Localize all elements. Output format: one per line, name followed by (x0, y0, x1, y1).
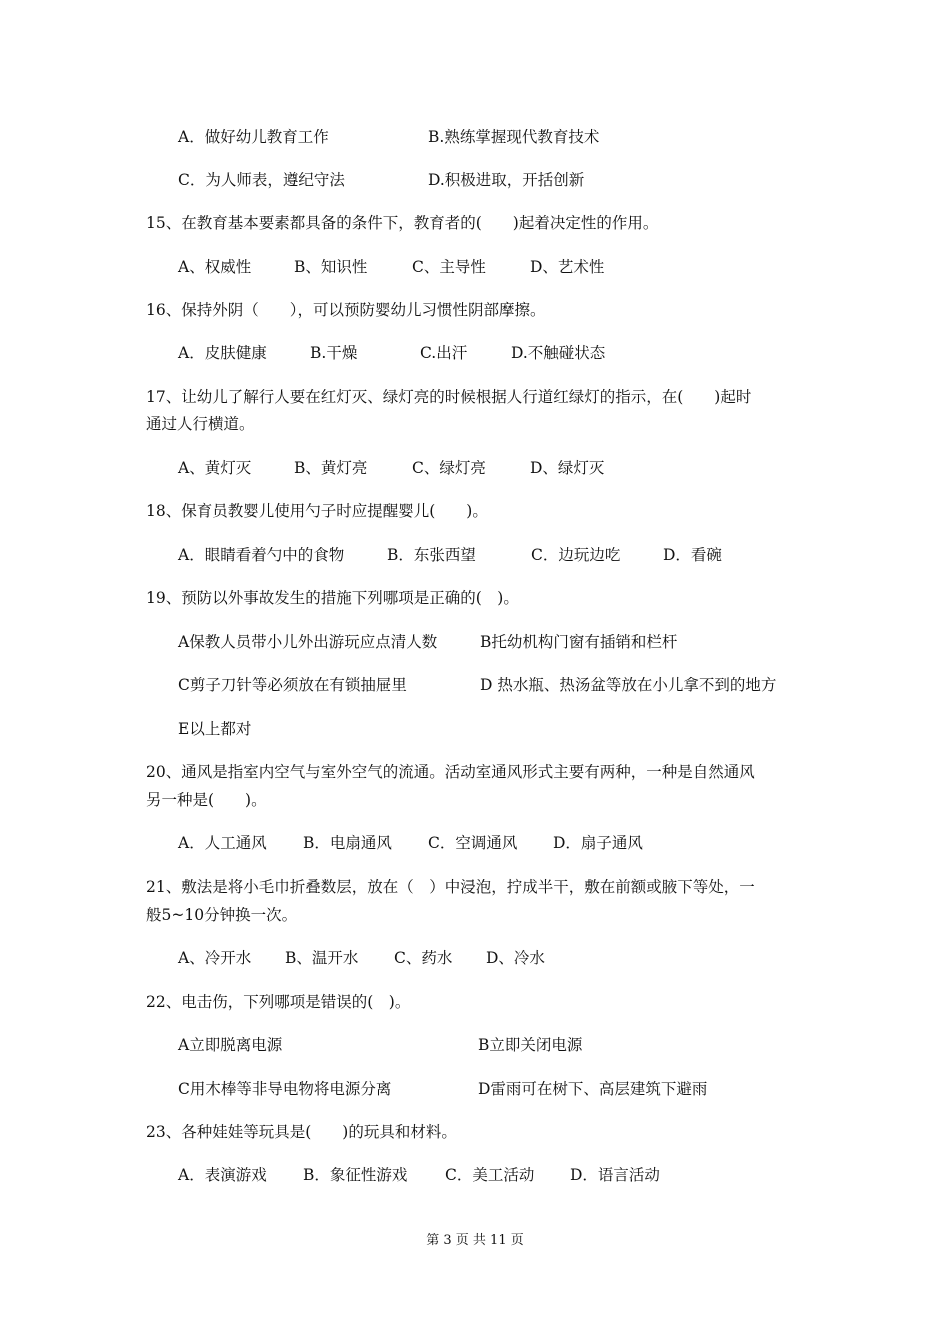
q18-option-d: D．看碗 (663, 546, 722, 564)
q21-option-d: D、冷水 (486, 949, 545, 967)
q19-option-a: A保教人员带小儿外出游玩应点清人数 (178, 633, 438, 651)
q19-option-e: E以上都对 (178, 720, 252, 738)
q22-option-a: A立即脱离电源 (178, 1036, 283, 1054)
q14-option-d: D.积极进取，开括创新 (428, 171, 585, 189)
q15-option-a: A、权威性 (178, 258, 252, 276)
q22-option-c: C用木棒等非导电物将电源分离 (178, 1080, 392, 1098)
q14-option-b: B.熟练掌握现代教育技术 (428, 128, 600, 146)
q16-option-a: A．皮肤健康 (178, 344, 267, 362)
q22-option-b: B立即关闭电源 (478, 1036, 583, 1054)
q21-option-c: C、药水 (394, 949, 453, 967)
question-17-line-2: 通过人行横道。 (146, 415, 255, 433)
q23-option-c: C．美工活动 (445, 1166, 535, 1184)
q14-option-a: A．做好幼儿教育工作 (178, 128, 329, 146)
q22-option-d: D雷雨可在树下、高层建筑下避雨 (478, 1080, 708, 1098)
q17-option-b: B、黄灯亮 (294, 459, 368, 477)
question-19: 19、预防以外事故发生的措施下列哪项是正确的( )。 (146, 589, 519, 607)
q14-option-c: C．为人师表，遵纪守法 (178, 171, 345, 189)
q20-option-a: A．人工通风 (178, 834, 267, 852)
q19-option-d: D 热水瓶、热汤盆等放在小儿拿不到的地方 (480, 676, 777, 694)
q23-option-b: B．象征性游戏 (303, 1166, 408, 1184)
q15-option-b: B、知识性 (294, 258, 368, 276)
q19-option-c: C剪子刀针等必须放在有锁抽屉里 (178, 676, 407, 694)
question-23: 23、各种娃娃等玩具是( )的玩具和材料。 (146, 1123, 457, 1141)
question-21-line-1: 21、敷法是将小毛巾折叠数层，放在（ ）中浸泡，拧成半干，敷在前额或腋下等处，一 (146, 878, 755, 896)
q23-option-d: D．语言活动 (570, 1166, 660, 1184)
q18-option-b: B．东张西望 (387, 546, 476, 564)
q17-option-d: D、绿灯灭 (530, 459, 605, 477)
q16-option-b: B.干燥 (310, 344, 358, 362)
question-21-line-2: 般5~10分钟换一次。 (146, 906, 298, 924)
question-18: 18、保育员教婴儿使用勺子时应提醒婴儿( )。 (146, 502, 488, 520)
q16-option-d: D.不触碰状态 (511, 344, 606, 362)
q21-option-a: A、冷开水 (178, 949, 252, 967)
question-22: 22、电击伤，下列哪项是错误的( )。 (146, 993, 411, 1011)
q18-option-c: C．边玩边吃 (531, 546, 621, 564)
q20-option-c: C．空调通风 (428, 834, 518, 852)
question-20-line-1: 20、通风是指室内空气与室外空气的流通。活动室通风形式主要有两种，一种是自然通风 (146, 763, 755, 781)
question-16: 16、保持外阴（ ），可以预防婴幼儿习惯性阴部摩擦。 (146, 301, 546, 319)
question-17-line-1: 17、让幼儿了解行人要在红灯灭、绿灯亮的时候根据人行道红绿灯的指示，在( )起时 (146, 388, 752, 406)
q15-option-d: D、艺术性 (530, 258, 605, 276)
q16-option-c: C.出汗 (420, 344, 468, 362)
q21-option-b: B、温开水 (285, 949, 359, 967)
q17-option-a: A、黄灯灭 (178, 459, 252, 477)
q15-option-c: C、主导性 (412, 258, 486, 276)
q17-option-c: C、绿灯亮 (412, 459, 486, 477)
q19-option-b: B托幼机构门窗有插销和栏杆 (480, 633, 678, 651)
question-20-line-2: 另一种是( )。 (146, 791, 267, 809)
q23-option-a: A．表演游戏 (178, 1166, 267, 1184)
q20-option-b: B．电扇通风 (303, 834, 392, 852)
q18-option-a: A．眼睛看着勺中的食物 (178, 546, 345, 564)
q20-option-d: D．扇子通风 (553, 834, 643, 852)
question-15: 15、在教育基本要素都具备的条件下，教育者的( )起着决定性的作用。 (146, 214, 659, 232)
page-number-footer: 第 3 页 共 11 页 (426, 1233, 524, 1248)
